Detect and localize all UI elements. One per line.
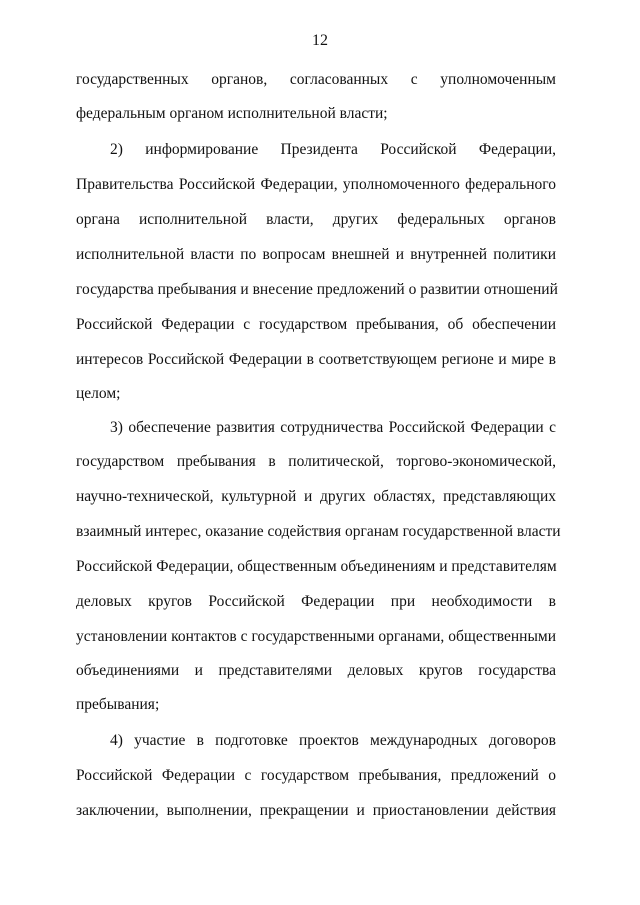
text-line: Российской Федерации с государством пребывания, об обеспечении [76, 316, 556, 333]
text-line: Российской Федерации, общественным объединениям и представителям [76, 558, 557, 575]
text-line: исполнительной власти по вопросам внешней и внутренней политики [76, 246, 556, 263]
text-line: пребывания; [76, 696, 160, 713]
text-line: федеральным органом исполнительной власти; [76, 105, 388, 122]
text-line: установлении контактов с государственными органами, общественными [76, 628, 556, 645]
text-line: целом; [76, 385, 121, 402]
paragraph-start-line: 4) участие в подготовке проектов международных договоров [110, 732, 556, 749]
page-number: 12 [312, 32, 328, 49]
text-line: Российской Федерации с государством пребывания, предложений о [76, 767, 556, 784]
text-line: Правительства Российской Федерации, уполномоченного федерального [76, 176, 556, 193]
text-line: государством пребывания в политической, торгово-экономической, [76, 453, 556, 470]
text-line: интересов Российской Федерации в соответствующем регионе и мире в [76, 351, 556, 368]
text-line: научно-технической, культурной и других областях, представляющих [76, 488, 556, 505]
text-line: деловых кругов Российской Федерации при необходимости в [76, 593, 556, 610]
paragraph-start-line: 3) обеспечение развития сотрудничества Российской Федерации с [110, 419, 556, 436]
text-line: заключении, выполнении, прекращении и приостановлении действия [76, 802, 556, 819]
paragraph-start-line: 2) информирование Президента Российской Федерации, [110, 141, 556, 158]
text-line: государственных органов, согласованных с уполномоченным [76, 71, 556, 88]
text-line: объединениями и представителями деловых кругов государства [76, 662, 556, 679]
text-line: государства пребывания и внесение предложений о развитии отношений [76, 281, 558, 298]
text-line: взаимный интерес, оказание содействия органам государственной власти [76, 523, 561, 540]
text-line: органа исполнительной власти, других федеральных органов [76, 211, 556, 228]
